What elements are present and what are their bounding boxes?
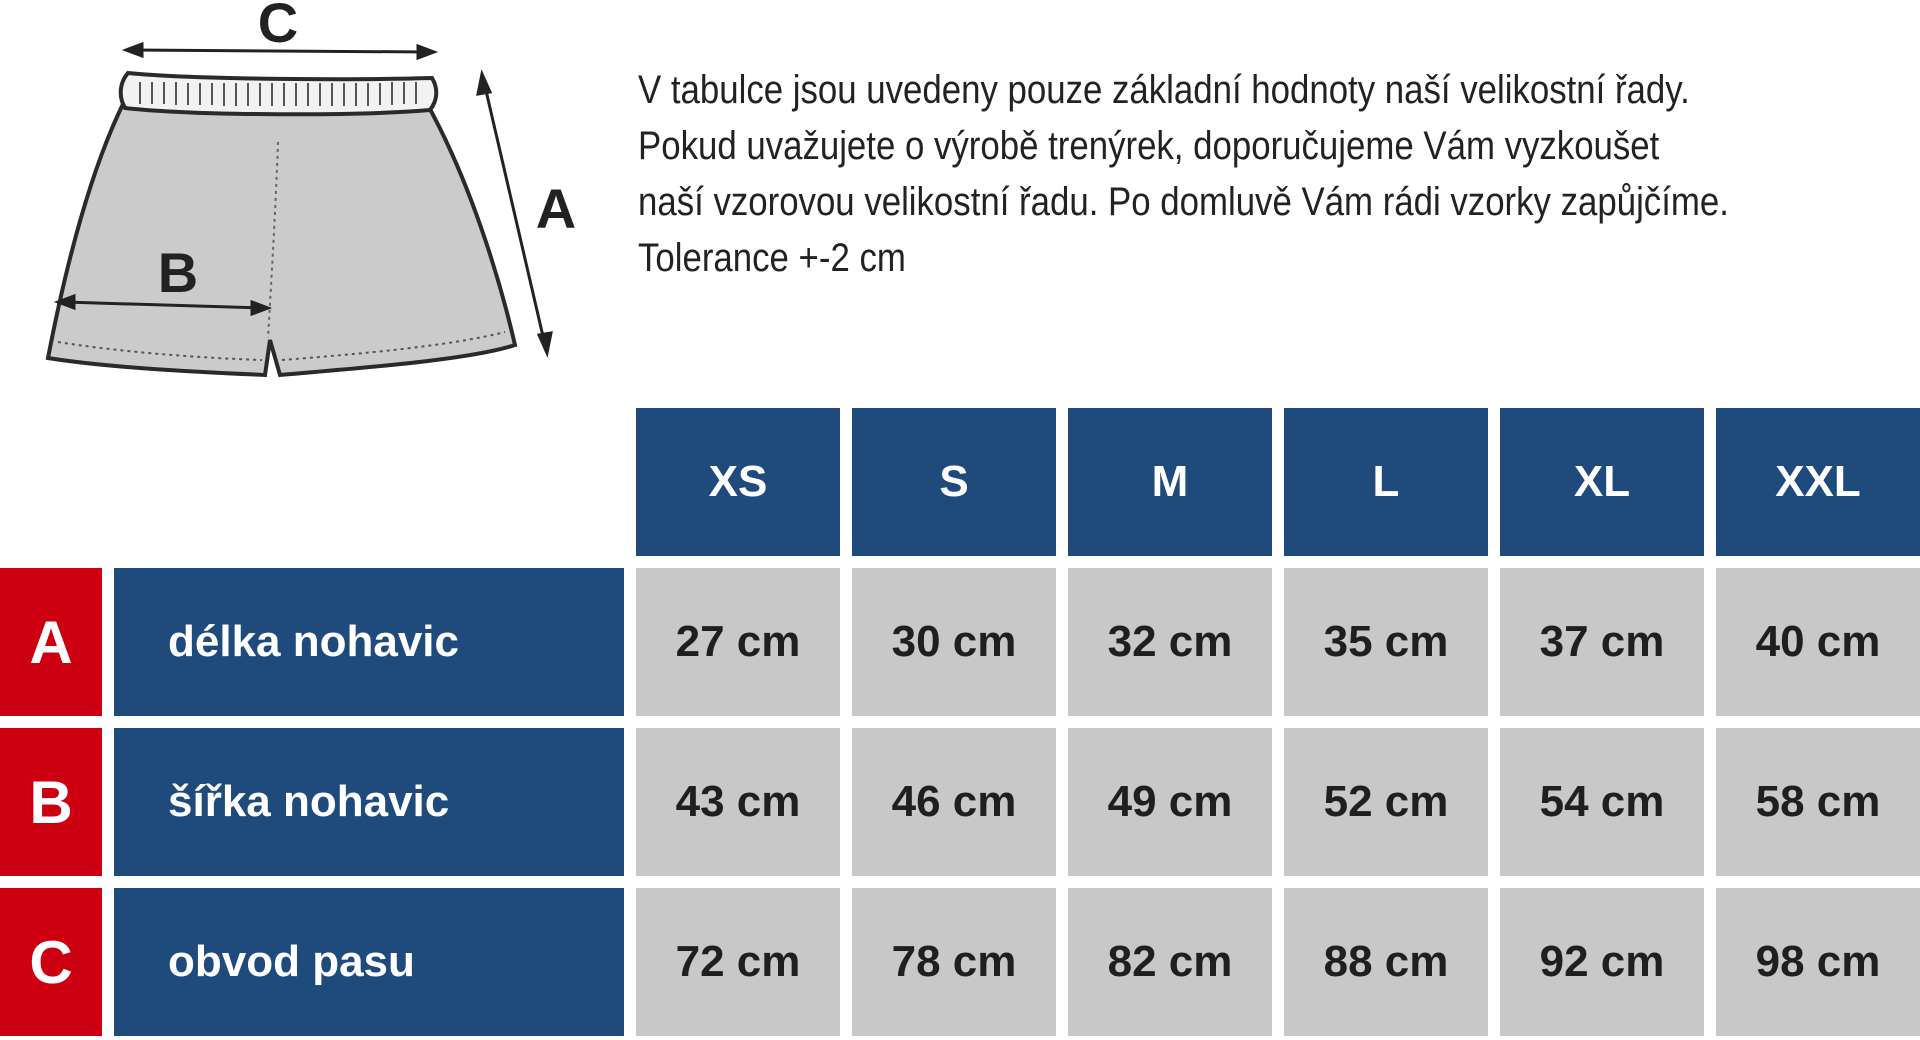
table-cell: 98 cm	[1716, 888, 1920, 1036]
table-cell: 37 cm	[1500, 568, 1704, 716]
table-cell: 46 cm	[852, 728, 1056, 876]
intro-line: Pokud uvažujete o výrobě trenýrek, doporučujeme Vám vyzkoušet	[638, 124, 1660, 168]
size-header-m: M	[1068, 408, 1272, 556]
size-header-s: S	[852, 408, 1056, 556]
shorts-body	[48, 100, 515, 375]
table-cell: 52 cm	[1284, 728, 1488, 876]
table-cell: 35 cm	[1284, 568, 1488, 716]
row-label-leg-width: šířka nohavic	[114, 728, 624, 876]
measure-b-label: B	[157, 241, 199, 304]
table-cell: 58 cm	[1716, 728, 1920, 876]
intro-tolerance: Tolerance +-2 cm	[638, 236, 906, 280]
intro-line: naší vzorovou velikostní řadu. Po domluvě Vám rádi vzorky zapůjčíme.	[638, 180, 1729, 224]
intro-line: V tabulce jsou uvedeny pouze základní hodnoty naší velikostní řady.	[638, 68, 1690, 112]
table-cell: 92 cm	[1500, 888, 1704, 1036]
table-cell: 54 cm	[1500, 728, 1704, 876]
measure-a-label: A	[535, 177, 577, 240]
measure-c-label: C	[257, 0, 299, 54]
row-letter-b: B	[0, 728, 102, 876]
row-label-leg-length: délka nohavic	[114, 568, 624, 716]
size-header-l: L	[1284, 408, 1488, 556]
table-cell: 27 cm	[636, 568, 840, 716]
row-letter-c: C	[0, 888, 102, 1036]
intro-text	[638, 62, 1752, 286]
table-cell: 43 cm	[636, 728, 840, 876]
table-cell: 30 cm	[852, 568, 1056, 716]
table-cell: 78 cm	[852, 888, 1056, 1036]
table-cell: 88 cm	[1284, 888, 1488, 1036]
table-cell: 72 cm	[636, 888, 840, 1036]
waistband	[121, 73, 437, 114]
table-cell: 82 cm	[1068, 888, 1272, 1036]
row-letter-a: A	[0, 568, 102, 716]
row-label-waist: obvod pasu	[114, 888, 624, 1036]
size-header-xl: XL	[1500, 408, 1704, 556]
size-header-xs: XS	[636, 408, 840, 556]
table-cell: 40 cm	[1716, 568, 1920, 716]
table-cell: 49 cm	[1068, 728, 1272, 876]
size-header-xxl: XXL	[1716, 408, 1920, 556]
table-cell: 32 cm	[1068, 568, 1272, 716]
shorts-diagram	[0, 0, 600, 400]
